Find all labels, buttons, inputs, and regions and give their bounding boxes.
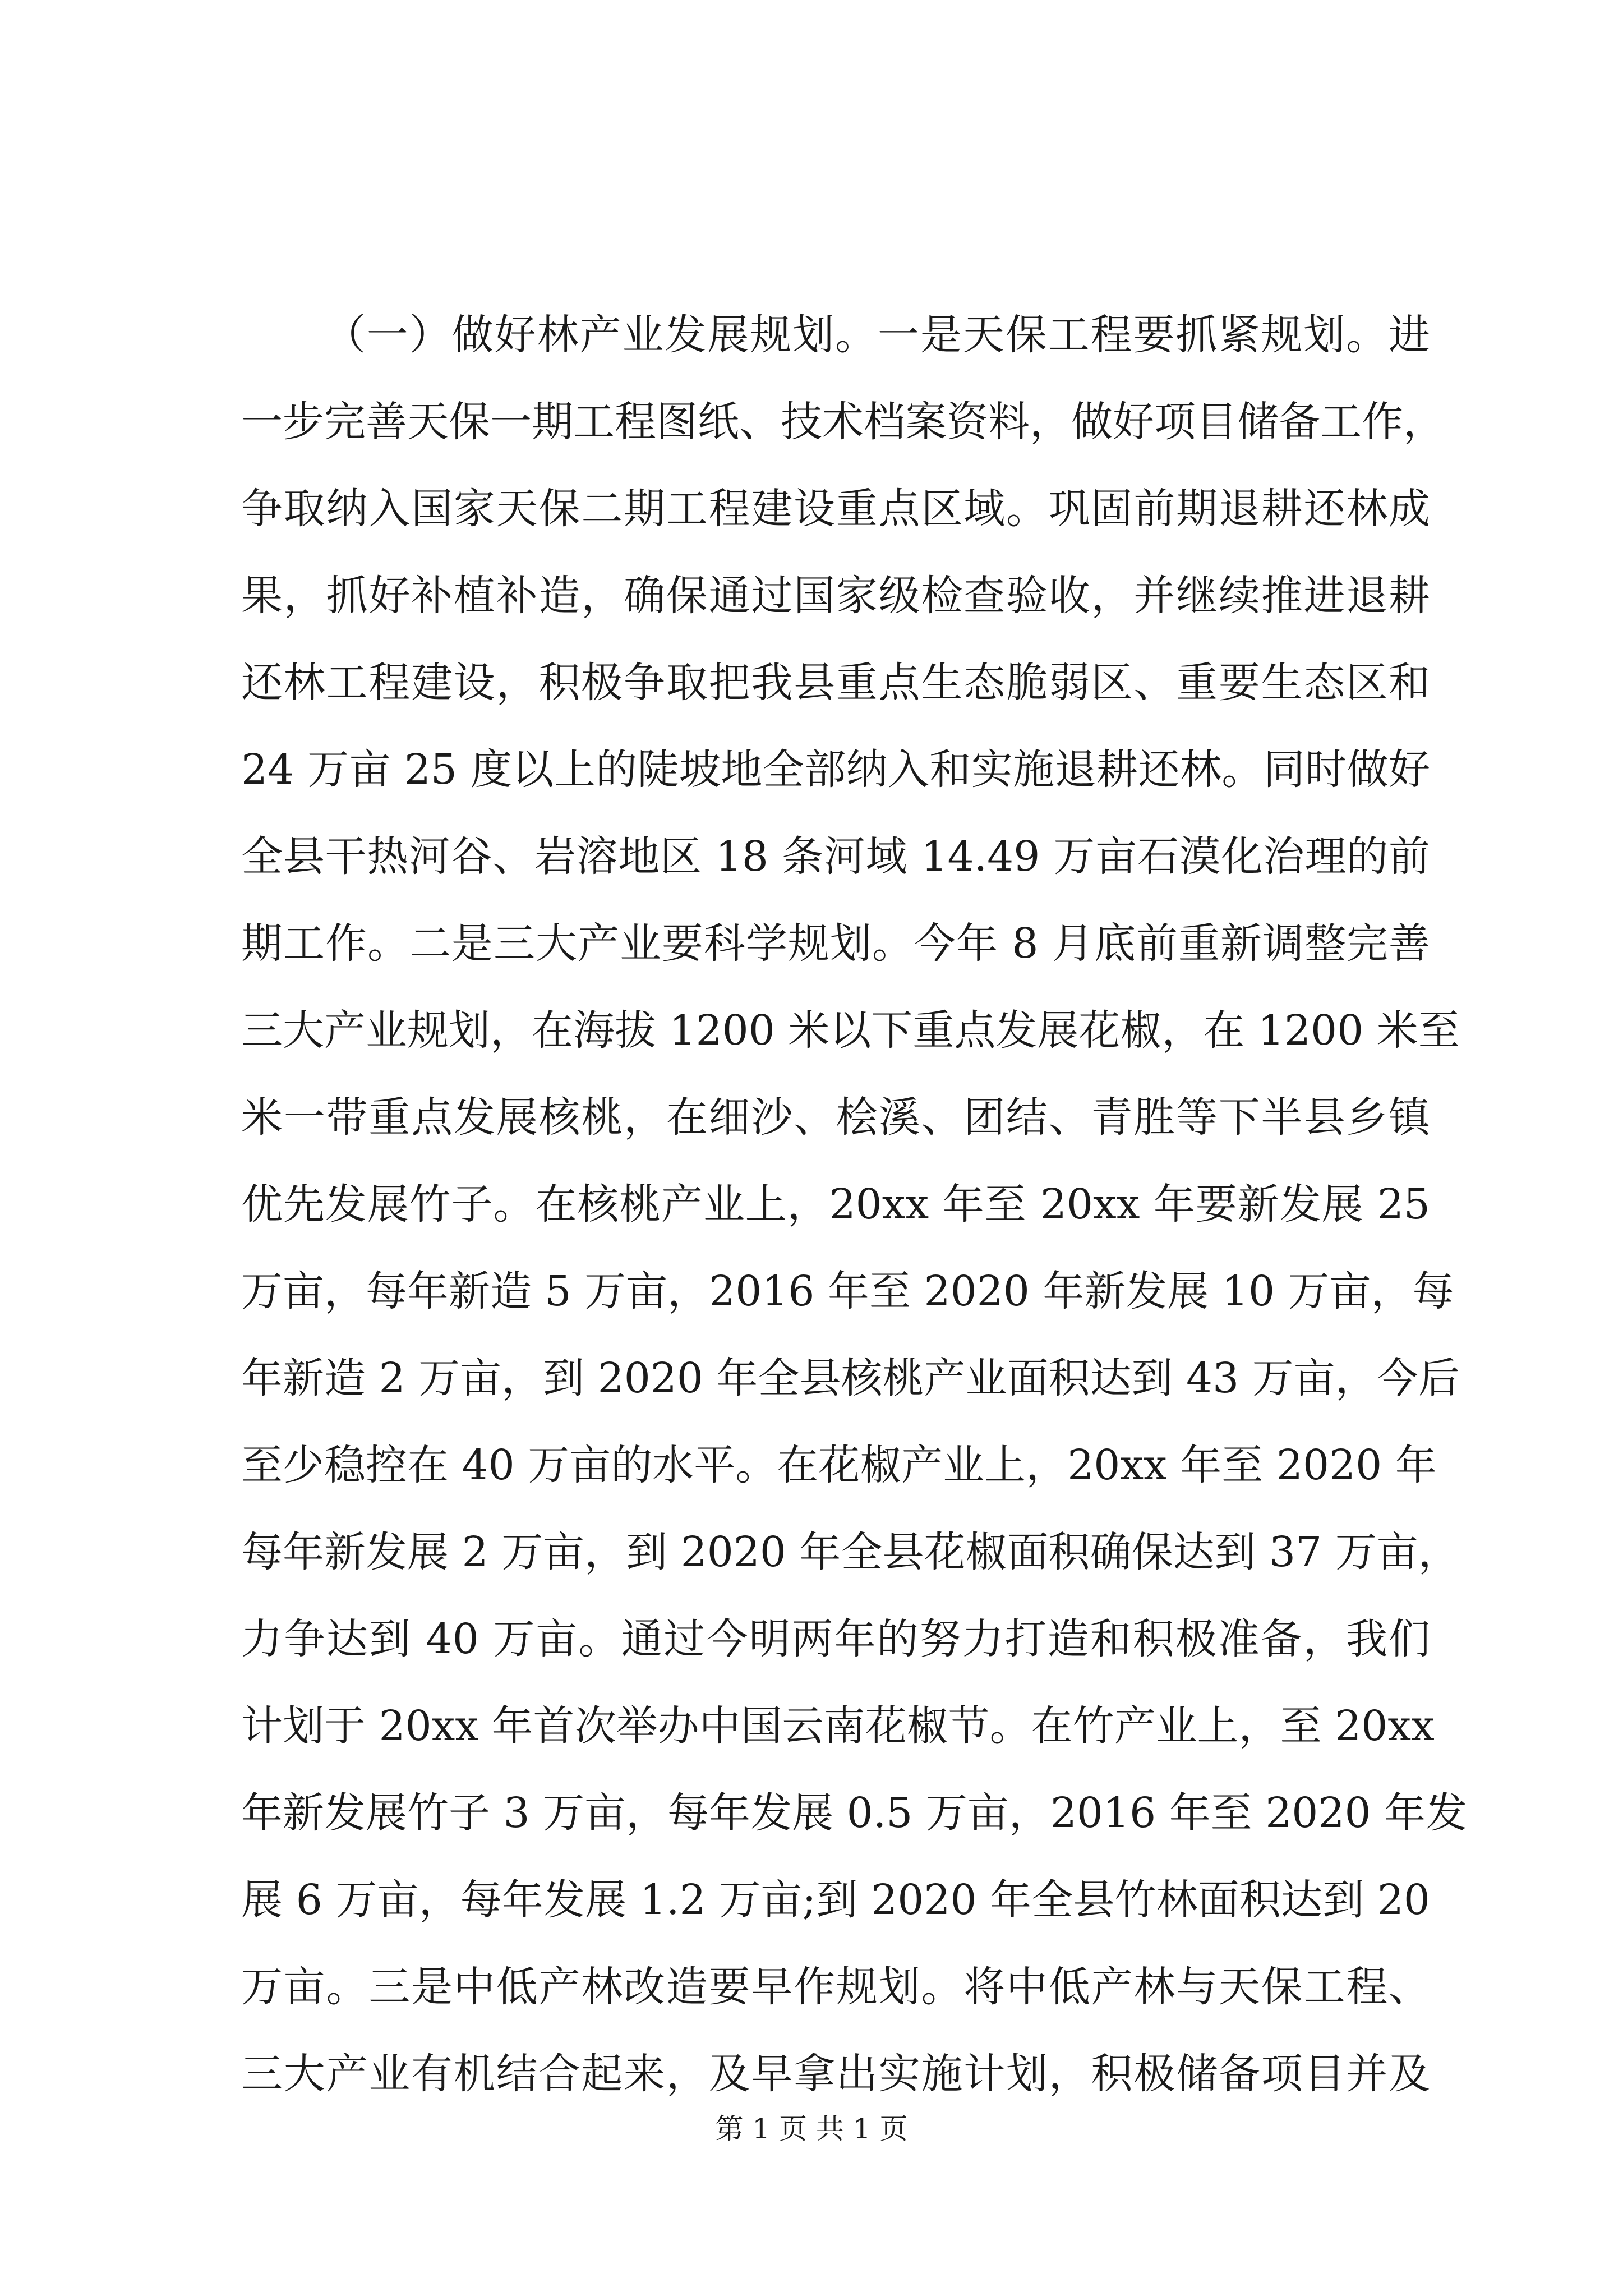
paragraph-line: 还林工程建设，积极争取把我县重点生态脆弱区、重要生态区和: [241, 659, 1430, 707]
paragraph-line: 全县干热河谷、岩溶地区 18 条河域 14.49 万亩石漠化治理的前: [241, 832, 1430, 881]
paragraph-line: 展 6 万亩，每年发展 1.2 万亩;到 2020 年全县竹林面积达到 20: [241, 1876, 1430, 1924]
paragraph-line: 三大产业有机结合起来，及早拿出实施计划，积极储备项目并及: [241, 2050, 1430, 2098]
paragraph-line: 计划于 20xx 年首次举办中国云南花椒节。在竹产业上，至 20xx: [241, 1702, 1435, 1750]
paragraph-line: 果，抓好补植补造，确保通过国家级检查验收，并继续推进退耕: [241, 572, 1430, 620]
paragraph-line: 力争达到 40 万亩。通过今明两年的努力打造和积极准备，我们: [241, 1615, 1430, 1663]
paragraph-line: 年新发展竹子 3 万亩，每年发展 0.5 万亩，2016 年至 2020 年发: [241, 1789, 1468, 1837]
body-paragraph: [241, 292, 1468, 2118]
paragraph-line: 三大产业规划，在海拔 1200 米以下重点发展花椒，在 1200 米至: [241, 1006, 1460, 1055]
paragraph-line: 年新造 2 万亩，到 2020 年全县核桃产业面积达到 43 万亩，今后: [241, 1354, 1460, 1402]
paragraph-line: 每年新发展 2 万亩，到 2020 年全县花椒面积确保达到 37 万亩，: [241, 1528, 1460, 1576]
paragraph-line: 万亩。三是中低产林改造要早作规划。将中低产林与天保工程、: [241, 1963, 1430, 2011]
paragraph-line: 优先发展竹子。在核桃产业上，20xx 年至 20xx 年要新发展 25: [241, 1180, 1430, 1228]
paragraph-line: 争取纳入国家天保二期工程建设重点区域。巩固前期退耕还林成: [241, 485, 1430, 533]
paragraph-line: 至少稳控在 40 万亩的水平。在花椒产业上，20xx 年至 2020 年: [241, 1441, 1437, 1489]
page-footer: [0, 2109, 1623, 2148]
paragraph-line: 一步完善天保一期工程图纸、技术档案资料，做好项目储备工作，: [241, 398, 1445, 446]
paragraph-line: 24 万亩 25 度以上的陡坡地全部纳入和实施退耕还林。同时做好: [241, 746, 1430, 794]
paragraph-line: 期工作。二是三大产业要科学规划。今年 8 月底前重新调整完善: [241, 919, 1430, 968]
page-number: 第 1 页 共 1 页: [715, 2113, 908, 2145]
paragraph-line: （一）做好林产业发展规划。一是天保工程要抓紧规划。进: [324, 311, 1430, 359]
paragraph-line: 米一带重点发展核桃，在细沙、桧溪、团结、青胜等下半县乡镇: [241, 1093, 1430, 1142]
paragraph-line: 万亩，每年新造 5 万亩，2016 年至 2020 年新发展 10 万亩，每: [241, 1267, 1454, 1315]
